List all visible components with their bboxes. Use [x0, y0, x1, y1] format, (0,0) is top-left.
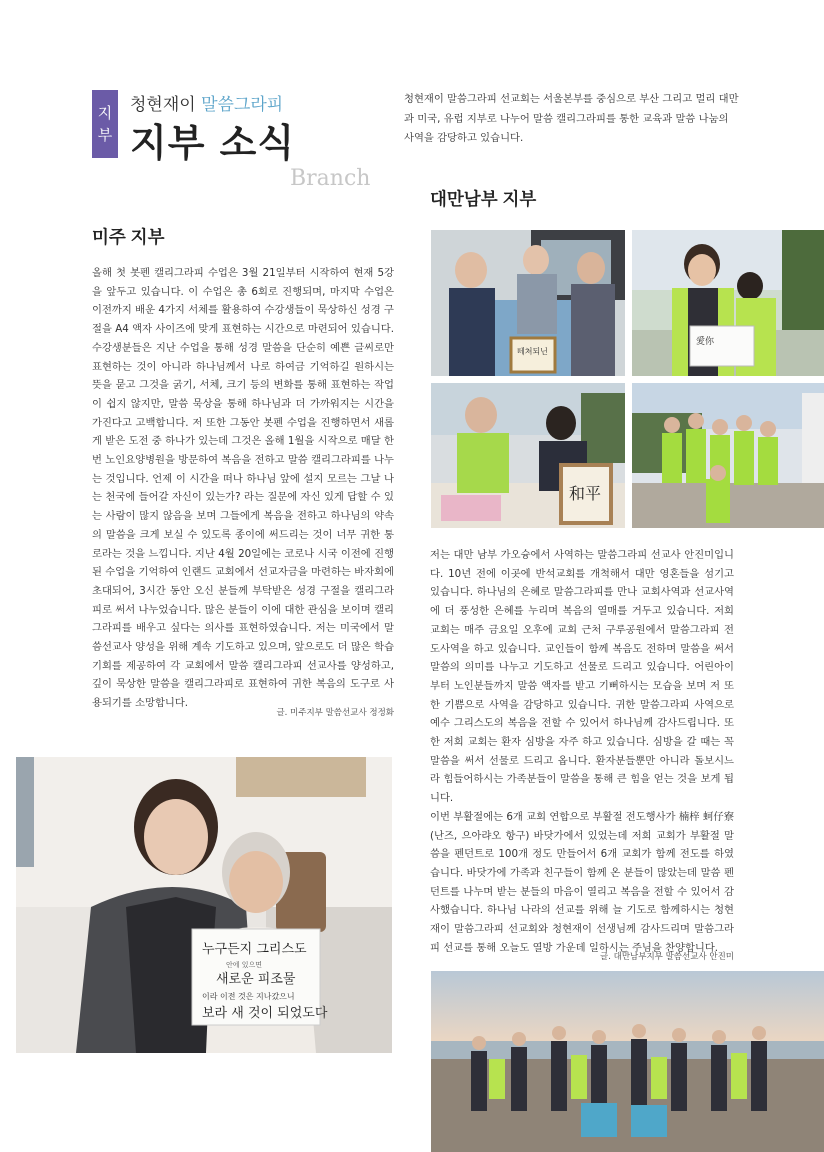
photo-calligraphy-table-image [431, 383, 625, 528]
card-line-4: 이라 이전 것은 지나갔으니 [202, 992, 295, 1001]
intro-paragraph: 청현재이 말씀그라피 선교회는 서울본부를 중심으로 부산 그리고 멀리 대만과 미국, 유럽 지부로 나누어 말씀 캘리그라피를 통한 교육과 말씀 나눔의 사역을 감당하고 있습니다. [404, 93, 739, 144]
page-title: 지부 소식 [130, 120, 296, 165]
section-tag [92, 90, 118, 158]
branch-label: Branch [290, 166, 371, 191]
us-branch-paragraph: 올해 첫 봇펜 캘리그라피 수업은 3월 21일부터 시작하여 현재 5강을 앞두고 있습니다. 이 수업은 총 6회로 진행되며, 마지막 수업은 이전까지 배운 4가지 서체를 활용하여 수강생들이 묵상하신 성경 구절을 A4 액자 사이즈에 맞게 표현하는 시간으로 마련되어 있습니다. 수강생분들은 지난 수업을 통해 성경 말씀을 단순히 예쁜 글씨로만 표현하는 것이 아니라 하나님께서 나로 하여금 기억하길 원하시는 뜻을 묻고 그것을 굵기, 서체, 크기 등의 변화를 통해 표현하는 작업이 쉽지 않지만, 말씀 묵상을 통해 하나님과 더 가까워지는 시간을 가진다고 고백합니다. 저 또한 그동안 봇펜 수업을 진행하면서 새롭게 받은 도전 중 하나가 있는데 그것은 올해 1월을 시작으로 매달 한 번 노인요양병원을 방문하여 복음을 전하고 말씀 캘리그라피를 나누는 것입니다. 언제 이 시간을 떠나 하나님 앞에 설지 모르는 그날 나는 천국에 들어갈 자신이 있는가? 라는 질문에 자신 있게 답할 수 있는 사람이 많지 않음을 보며 그들에게 복음을 전하고 하나님의 약속의 말씀을 크게 보실 수 있도록 종이에 써드리는 것이 너무 귀한 통로라는 것을 느낍니다. 지난 4월 20일에는 코로나 시국 이전에 진행된 수업을 기억하여 인랜드 교회에서 선교자금을 마련하는 바자회에 초대되어, 3시간 동안 오신 분들께 부탁받은 성경 구절을 캘리그라피로 써서 나누었습니다. 많은 분들이 이에 대한 관심을 보이며 캘리그라피를 배우고 싶다는 의사를 표현하였습니다. 저는 미국에서 말씀선교사 양성을 위해 계속 기도하고 있으며, 앞으로도 더 많은 학습기회를 제공하여 각 교회에서 말씀 캘리그라피 선교사를 양성하고, 깊이 묵상한 말씀을 캘리그라피로 표현하여 귀한 복음의 도구로 사용되기를 소망합니다. [92, 267, 394, 710]
photo-park-outreach-image [632, 230, 824, 376]
photo-beach-easter-event-image [431, 971, 824, 1152]
card-line-5: 보라 새 것이 되었도다 [202, 1006, 328, 1021]
taiwan-branch-heading: 대만남부 지부 [430, 189, 537, 209]
us-branch-heading: 미주 지부 [92, 227, 165, 247]
series-prefix: 청현재이 [130, 95, 202, 115]
us-branch-body [92, 264, 394, 713]
photo-group-park [632, 383, 824, 528]
frame-hanzi: 和平 [569, 484, 602, 503]
photo-park-outreach [632, 230, 824, 376]
card-line-3: 새로운 피조물 [216, 972, 296, 987]
card-line-1: 누구든지 그리스도 [202, 942, 307, 957]
frame-small-text: 떼쳐되닌 [517, 347, 548, 356]
photo-calligraphy-table [431, 383, 625, 528]
photo-group-park-image [632, 383, 824, 528]
photo-hospital-visit [431, 230, 625, 376]
photo-nursing-home-visit-image [16, 757, 392, 1053]
tag-char-1: 지 [97, 104, 113, 122]
card-line-2: 안에 있으면 [226, 961, 263, 969]
photo-hospital-visit-image [431, 230, 625, 376]
us-branch-credit: 글. 미주지부 말씀선교사 정정화 [276, 708, 394, 718]
photo-beach-easter-event [431, 971, 824, 1152]
taiwan-branch-paragraph-1: 저는 대만 남부 가오슝에서 사역하는 말씀그라피 선교사 안진미입니다. 10년 전에 이곳에 반석교회를 개척해서 대만 영혼들을 섬기고 있습니다. 하나님의 은혜로 말씀그라피를 만나 교회사역과 선교사역에 더 풍성한 은혜를 누리며 복음의 열매를 거두고 있습니다. 저희 교회는 매주 금요일 오후에 교회 근처 구루공원에서 말씀그라피 전도사역을 하고 있습니다. 교인들이 함께 복음도 전하며 말씀을 써서 말씀의 의미를 나누고 기도하고 선물로 드리고 있습니다. 어린아이부터 노인분들까지 말씀 액자를 받고 기뻐하시는 모습을 보며 저 또한 기쁨으로 사역을 감당하고 있습니다. 귀한 말씀그라피 사역으로 예수 그리스도의 복음을 전할 수 있어서 하나님께 감사드립니다. 또한 저희 교회는 환자 심방을 자주 하고 있습니다. 심방을 갈 때는 꼭 말씀을 써서 선물로 드리고 옵니다. 환자분들뿐만 아니라 돌보시느라 힘들어하시는 가족분들이 말씀을 통해 큰 힘을 얻는 것을 보게 됩니다. [430, 549, 734, 805]
photo-nursing-home-visit [16, 757, 392, 1053]
series-accent: 말씀그라피 [201, 95, 284, 115]
park-card-text: 愛你 [696, 337, 715, 347]
taiwan-branch-credit: 글. 대만남부지부 말씀선교사 안진미 [600, 952, 734, 962]
taiwan-branch-body [430, 546, 734, 957]
tag-char-2: 부 [97, 126, 113, 144]
taiwan-branch-paragraph-2: 이번 부활절에는 6개 교회 연합으로 부활절 전도행사가 楠梓 蚵仔寮(난즈, 으아랴오 항구) 바닷가에서 있었는데 저희 교회가 부활절 말씀을 펜던트로 100개 정도 만들어서 6개 교회가 함께 전도를 하였습니다. 바닷가에 가족과 친구들이 함께 온 분들이 많았는데 말씀 펜던트를 나누며 받는 분들의 마음이 열리고 복음을 전할 수 있어서 감사했습니다. 하나님 나라의 선교를 위해 늘 기도로 함께하시는 청현재이 말씀그라피 선교회와 청현재이 선생님께 감사드리며 말씀그라피 선교를 통해 오늘도 열방 가운데 일하시는 주님을 찬양합니다. [430, 810, 734, 954]
